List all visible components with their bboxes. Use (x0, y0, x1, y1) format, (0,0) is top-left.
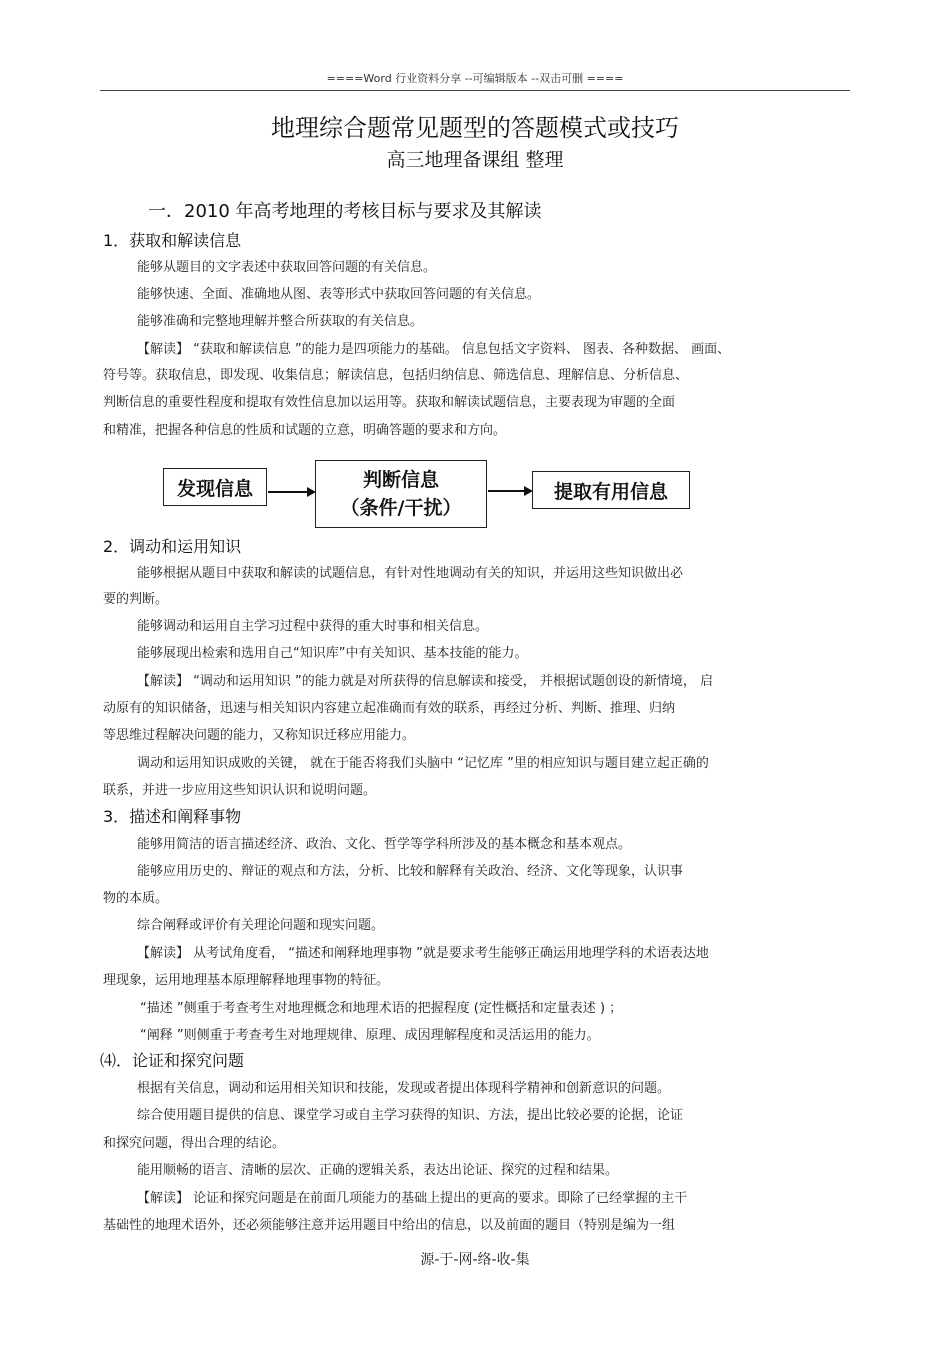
paragraph-line: 基础性的地理术语外，还必须能够注意并运用题目中给出的信息，以及前面的题目（特别是编为一组 (103, 1218, 676, 1233)
paragraph-line: 调动和运用知识成败的关键， 就在于能否将我们头脑中 “记忆库 ”里的相应知识与题目建立起正确的 (137, 756, 709, 771)
flow-box-judge-line1: 判断信息 (362, 469, 439, 491)
paragraph-line: “阐释 ”则侧重于考查考生对地理规律、原理、成因理解程度和灵活运用的能力。 (140, 1028, 600, 1043)
subsection-2-heading: 2．调动和运用知识 (103, 537, 242, 556)
paragraph-line: 和探究问题，得出合理的结论。 (103, 1136, 286, 1151)
section-heading: 一．2010 年高考地理的考核目标与要求及其解读 (148, 201, 542, 222)
flow-box-discover: 发现信息 (163, 468, 267, 506)
header-note: ====Word 行业资料分享 --可编辑版本 --双击可删 ==== (326, 72, 624, 85)
paragraph-line: 能够用简洁的语言描述经济、政治、文化、哲学等学科所涉及的基本概念和基本观点。 (137, 837, 632, 852)
document-subtitle: 高三地理备课组 整理 (386, 149, 564, 171)
flow-box-judge (315, 460, 487, 528)
flow-box-judge-line2: （条件/干扰） (340, 497, 462, 519)
paragraph-line: 联系，并进一步应用这些知识认识和说明问题。 (103, 783, 377, 798)
paragraph-line: 和精准，把握各种信息的性质和试题的立意，明确答题的要求和方向。 (103, 423, 507, 438)
header-rule (100, 90, 850, 91)
paragraph-line: 能够调动和运用自主学习过程中获得的重大时事和相关信息。 (137, 619, 489, 634)
paragraph-line: 能够准确和完整地理解并整合所获取的有关信息。 (137, 314, 424, 329)
paragraph-line: 判断信息的重要性程度和提取有效性信息加以运用等。获取和解读试题信息，主要表现为审题的全面 (103, 395, 676, 410)
flow-arrow (488, 490, 531, 492)
paragraph-line: 物的本质。 (103, 891, 169, 906)
subsection-3-heading: 3．描述和阐释事物 (103, 807, 242, 826)
flow-box-extract: 提取有用信息 (532, 471, 690, 509)
paragraph-line: 综合使用题目提供的信息、课堂学习或自主学习获得的知识、方法，提出比较必要的论据，论证 (137, 1108, 684, 1123)
paragraph-line: 【解读】 “获取和解读信息 ”的能力是四项能力的基础。 信息包括文字资料、 图表、各种数据、 画面、 (137, 342, 731, 357)
subsection-1-heading: 1．获取和解读信息 (103, 231, 242, 250)
paragraph-line: 理现象，运用地理基本原理解释地理事物的特征。 (103, 973, 390, 988)
paragraph-line: 要的判断。 (103, 592, 169, 607)
paragraph-line: 综合阐释或评价有关理论问题和现实问题。 (137, 918, 385, 933)
paragraph-line: 能够从题目的文字表述中获取回答问题的有关信息。 (137, 260, 437, 275)
page-footer: 源-于-网-络-收-集 (420, 1252, 530, 1268)
paragraph-line: 动原有的知识储备，迅速与相关知识内容建立起准确而有效的联系，再经过分析、判断、推理、归纳 (103, 701, 676, 716)
subsection-4-heading: ⑷．论证和探究问题 (100, 1051, 245, 1070)
info-flow-diagram (160, 458, 700, 530)
paragraph-line: 能够应用历史的、辩证的观点和方法，分析、比较和解释有关政治、经济、文化等现象，认识事 (137, 864, 684, 879)
paragraph-line: 符号等。获取信息，即发现、收集信息；解读信息，包括归纳信息、筛选信息、理解信息、分析信息、 (103, 368, 689, 383)
flow-arrow (268, 491, 314, 493)
paragraph-line: 能够快速、全面、准确地从图、表等形式中获取回答问题的有关信息。 (137, 287, 541, 302)
paragraph-line: 根据有关信息，调动和运用相关知识和技能，发现或者提出体现科学精神和创新意识的问题。 (137, 1081, 671, 1096)
paragraph-line: 等思维过程解决问题的能力，又称知识迁移应用能力。 (103, 728, 416, 743)
paragraph-line: 能够展现出检索和选用自己“知识库”中有关知识、基本技能的能力。 (137, 646, 528, 661)
paragraph-line: 能够根据从题目中获取和解读的试题信息，有针对性地调动有关的知识，并运用这些知识做出必 (137, 566, 684, 581)
paragraph-line: 【解读】 从考试角度看， “描述和阐释地理事物 ”就是要求考生能够正确运用地理学科的术语表达地 (137, 946, 709, 961)
paragraph-line: “描述 ”侧重于考查考生对地理概念和地理术语的把握程度 (定性概括和定量表述 ) ； (140, 1001, 623, 1016)
paragraph-line: 【解读】 论证和探究问题是在前面几项能力的基础上提出的更高的要求。即除了已经掌握的主干 (137, 1191, 688, 1206)
paragraph-line: 能用顺畅的语言、清晰的层次、正确的逻辑关系，表达出论证、探究的过程和结果。 (137, 1163, 619, 1178)
paragraph-line: 【解读】 “调动和运用知识 ”的能力就是对所获得的信息解读和接受， 并根据试题创设的新情境， 启 (137, 674, 713, 689)
document-title: 地理综合题常见题型的答题模式或技巧 (271, 114, 679, 142)
